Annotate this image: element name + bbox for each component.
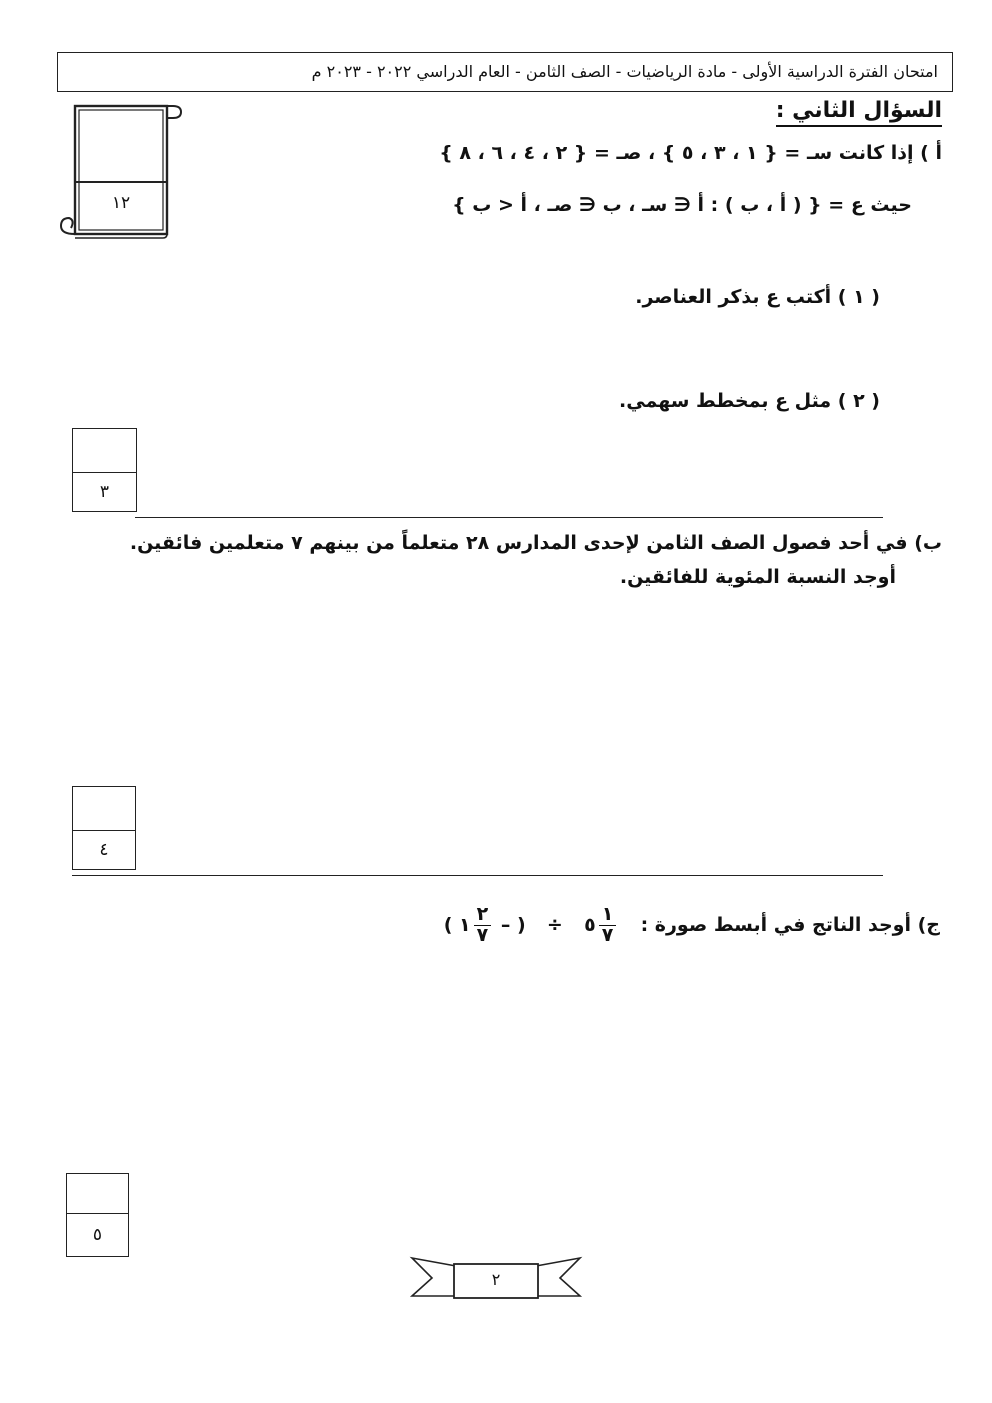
total-score-value: ١٢ — [111, 193, 131, 213]
divide-sign: ÷ — [546, 914, 563, 936]
whole-number-1: ١ — [459, 914, 471, 936]
part-a-line2: حيث ع = { ( ﺃ ، ب ) : ﺃ ∈ سـ ، ب ∈ صـ ، ﺃ < ب } — [452, 194, 912, 216]
exam-header — [57, 52, 953, 92]
fraction-one-seventh — [599, 905, 617, 946]
part-b-line1: ب) في أحد فصول الصف الثامن لإحدى المدارس ٢٨ متعلماً من بينهم ٧ متعلمين فائقين. — [129, 532, 942, 554]
part-a-task1: ( ١ ) أكتب ع بذكر العناصر. — [635, 286, 880, 308]
open-paren: ( — [516, 914, 526, 936]
score-part-b: ٤ — [73, 830, 135, 869]
close-paren: ) — [443, 914, 453, 936]
total-score-scroll — [55, 98, 185, 243]
score-box-part-c — [66, 1173, 129, 1257]
score-box-part-a — [72, 428, 137, 512]
frac2-denominator: ٧ — [476, 924, 489, 946]
page-number-ribbon — [408, 1252, 584, 1304]
fraction-two-sevenths — [474, 905, 492, 946]
part-c-prefix: ج) أوجد الناتج في أبسط صورة : — [640, 914, 940, 936]
page-number: ٢ — [491, 1270, 501, 1289]
part-a-line1: أ ) إذا كانت سـ = { ١ ، ٣ ، ٥ } ، صـ = { ٢ ، ٤ ، ٦ ، ٨ } — [439, 142, 942, 164]
whole-number-5: ٥ — [584, 914, 596, 936]
score-part-c: ٥ — [67, 1213, 128, 1256]
score-box-part-b — [72, 786, 136, 870]
part-c-line — [444, 900, 940, 950]
separator-line — [135, 517, 883, 518]
score-part-a: ٣ — [73, 472, 136, 511]
part-b-line2: أوجد النسبة المئوية للفائقين. — [619, 566, 896, 588]
frac1-denominator: ٧ — [601, 924, 614, 946]
frac2-numerator: ٢ — [474, 905, 492, 926]
scroll-icon — [55, 98, 185, 243]
separator-line — [72, 875, 883, 876]
frac1-numerator: ١ — [599, 905, 617, 926]
exam-header-text: امتحان الفترة الدراسية الأولى - مادة الرياضيات - الصف الثامن - العام الدراسي ٢٠٢٢ - ٢٠٢٣ م — [311, 62, 938, 81]
part-a-task2: ( ٢ ) مثل ع بمخطط سهمي. — [619, 390, 880, 412]
question-title: السؤال الثاني : — [776, 98, 942, 127]
minus-sign: – — [500, 914, 511, 936]
